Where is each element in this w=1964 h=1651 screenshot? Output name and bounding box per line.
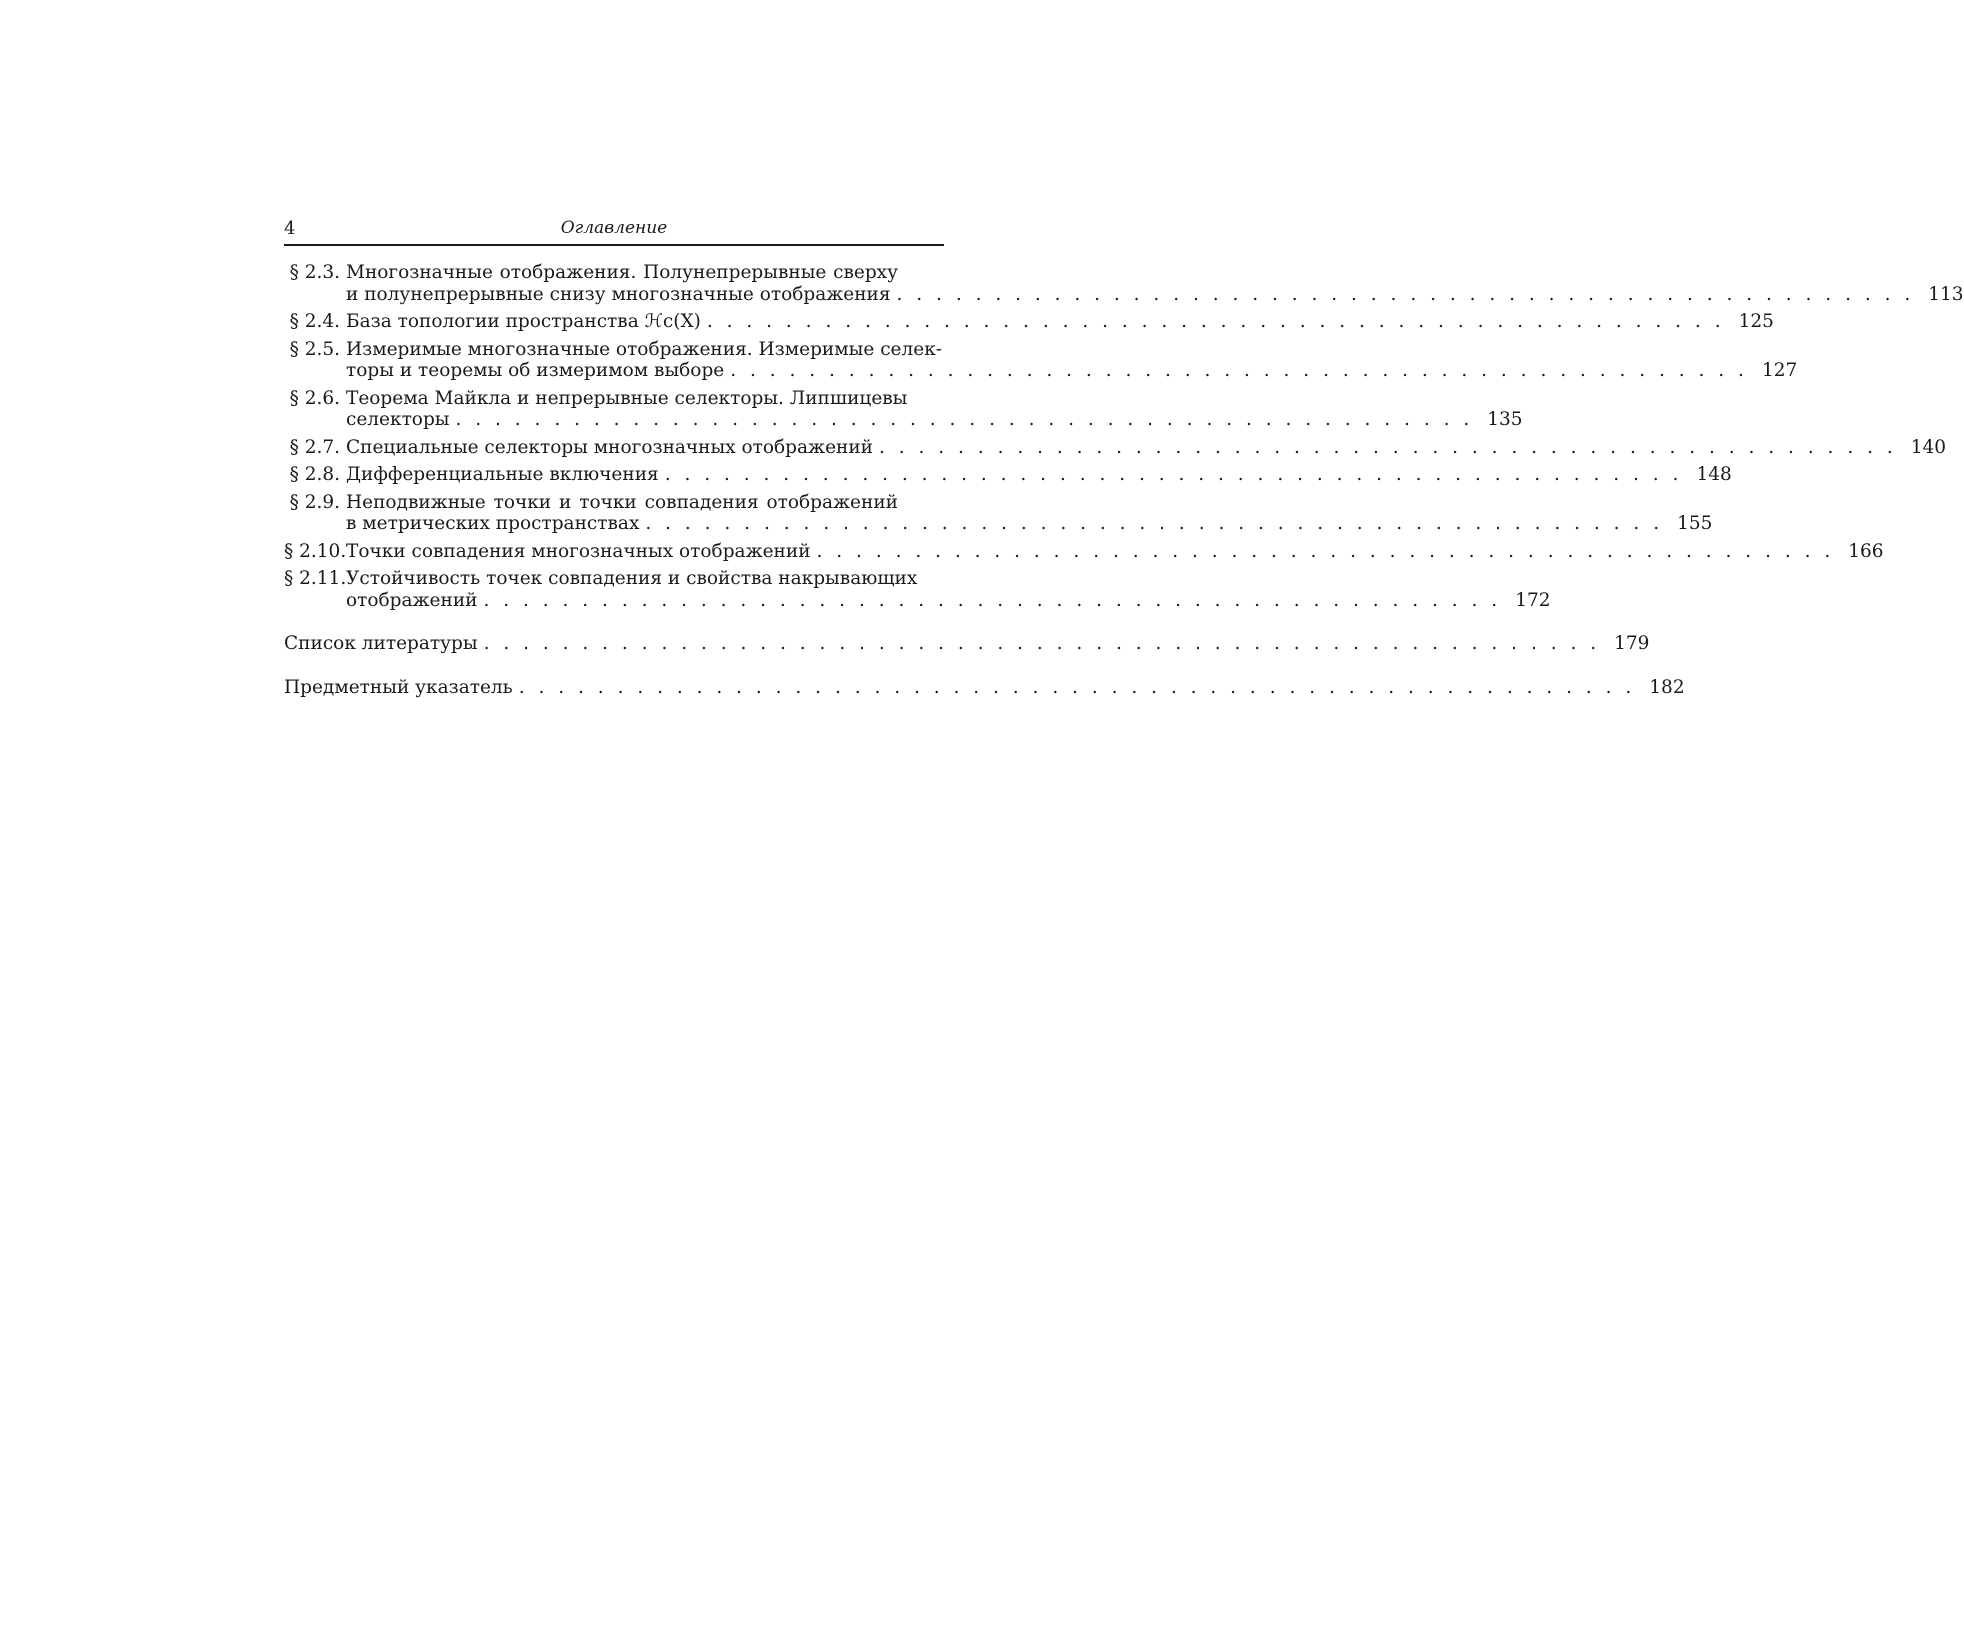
running-head [284,218,944,246]
section-number: § 2.5. [289,338,340,360]
dot-leader: . . . . . . . . . . . . . . . . . . . . . . . . . . . . . . . . . . . . . . . . . . . . . . . . . . . . [455,409,1474,430]
dot-leader: . . . . . . . . . . . . . . . . . . . . . . . . . . . . . . . . . . . . . . . . . . . . . . . . . . . . [664,464,1683,485]
toc-entry-2-3[interactable] [284,262,1964,305]
section-number: § 2.8. [289,464,340,485]
toc-entry-bibliography[interactable] [284,633,1650,655]
toc-entry-2-5[interactable] [284,338,1798,382]
toc-entry-index[interactable] [284,676,1685,699]
entry-title-line: Дифференциальные включения [346,464,659,485]
page-ref: 135 [1487,409,1523,430]
dot-leader: . . . . . . . . . . . . . . . . . . . . . . . . . . . . . . . . . . . . . . . . . . . . . . . . . . . . [645,513,1664,534]
toc-entry-2-11[interactable] [284,568,1551,611]
page-ref: 140 [1910,436,1947,458]
running-head-title: Оглавление [560,218,668,238]
entry-title-line: Измеримые многозначные отображения. Измеримые селек- [346,338,943,360]
page-ref: 182 [1649,676,1685,698]
entry-title-line: Теорема Майкла и непрерывные селекторы. Липшицевы [346,387,908,409]
page-number: 4 [284,218,296,239]
page-ref: 179 [1614,633,1650,654]
toc-entry-2-8[interactable] [284,464,1732,486]
page-ref: 127 [1761,360,1798,381]
page-ref: 172 [1515,589,1551,611]
dot-leader: . . . . . . . . . . . . . . . . . . . . . . . . . . . . . . . . . . . . . . . . . . . . . . . . . . . . [879,436,1897,458]
entry-title-line: Многозначные отображения. Полунепрерывные сверху [346,262,898,283]
dot-leader: . . . . . . . . . . . . . . . . . . . . . . . . . . . . . . . . . . . . . . . . . . . . . . . . . . . . . . . . . [483,633,1601,654]
entry-title-line: отображений [346,589,478,611]
entry-title-line: Неподвижные точки и точки совпадения отображений [346,491,898,513]
page-ref: 148 [1696,464,1732,485]
toc-entry-2-9[interactable] [284,491,1713,535]
dot-leader: . . . . . . . . . . . . . . . . . . . . . . . . . . . . . . . . . . . . . . . . . . . . . . . . . . . . [730,360,1748,381]
toc-entry-2-10[interactable] [284,540,1884,563]
entry-title-line: торы и теоремы об измеримом выборе [346,360,725,381]
dot-leader: . . . . . . . . . . . . . . . . . . . . . . . . . . . . . . . . . . . . . . . . . . . . . . . . . . . . [483,589,1502,611]
table-of-contents [284,262,1964,698]
section-number: § 2.11. [284,568,347,589]
section-number: § 2.9. [289,491,340,513]
entry-title-line: Точки совпадения многозначных отображений [346,540,811,562]
entry-title-line: Предметный указатель [284,676,513,698]
entry-title-line: селекторы [346,409,450,430]
section-number: § 2.7. [289,436,340,458]
dot-leader: . . . . . . . . . . . . . . . . . . . . . . . . . . . . . . . . . . . . . . . . . . . . . . . . . . . . [816,540,1835,562]
entry-title-line: Устойчивость точек совпадения и свойства накрывающих [346,568,918,589]
page-ref: 166 [1848,540,1884,562]
dot-leader: . . . . . . . . . . . . . . . . . . . . . . . . . . . . . . . . . . . . . . . . . . . . . . . . . . . . . . . . . [518,676,1636,698]
page-ref: 155 [1677,513,1713,534]
entry-title-line: Список литературы [284,633,478,654]
dot-leader: . . . . . . . . . . . . . . . . . . . . . . . . . . . . . . . . . . . . . . . . . . . . . . . . . . . . [706,311,1725,332]
entry-title-line: База топологии пространства ℋc(X) [346,311,701,332]
entry-title-line: и полунепрерывные снизу многозначные отображения [346,283,891,305]
section-number: § 2.4. [289,311,340,332]
toc-entry-2-7[interactable] [284,436,1947,459]
toc-entry-2-6[interactable] [284,387,1523,431]
page-ref: 125 [1738,311,1774,332]
page-ref: 113 [1928,283,1964,305]
section-number: § 2.3. [289,262,340,283]
section-number: § 2.6. [289,387,340,409]
section-number: § 2.10. [284,540,347,562]
toc-entry-2-4[interactable] [284,311,1774,333]
entry-title-line: в метрических пространствах [346,513,640,534]
entry-title-line: Специальные селекторы многозначных отображений [346,436,874,458]
dot-leader: . . . . . . . . . . . . . . . . . . . . . . . . . . . . . . . . . . . . . . . . . . . . . . . . . . . . [896,283,1915,305]
